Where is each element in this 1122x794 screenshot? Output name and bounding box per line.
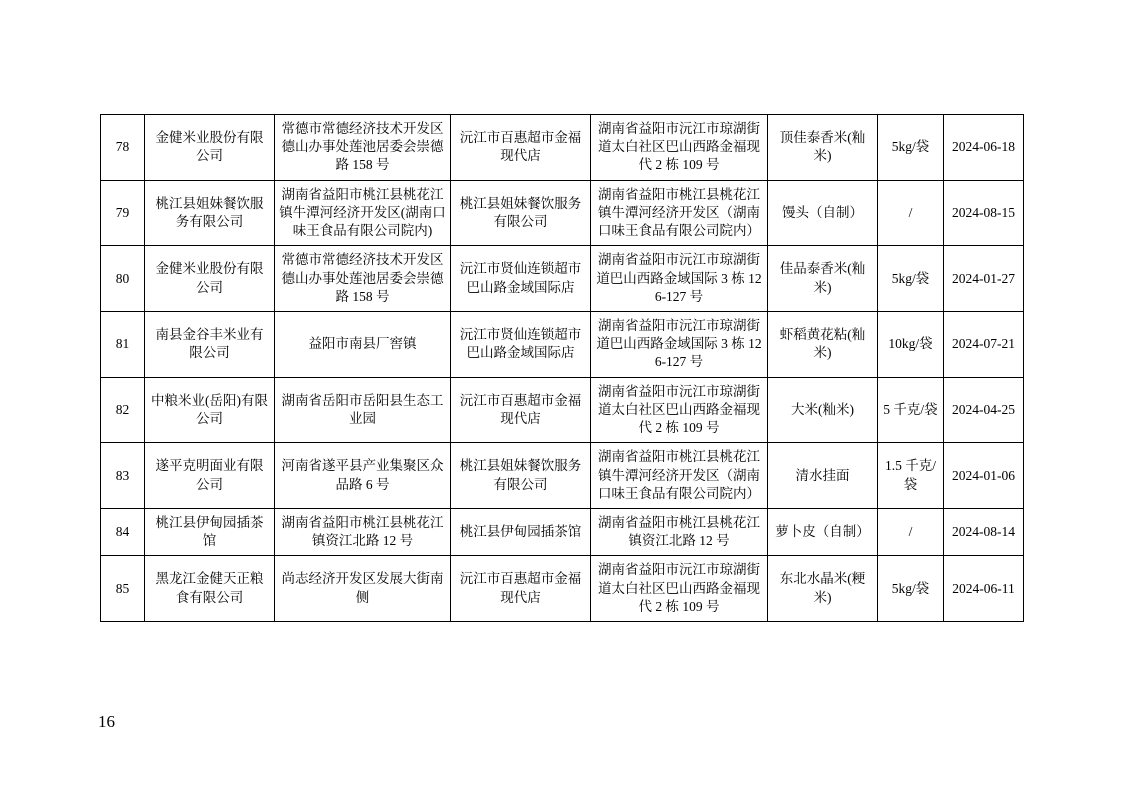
cell-producer-address: 常德市常德经济技术开发区德山办事处莲池居委会崇德路 158 号 [275,115,451,181]
cell-producer: 桃江县伊甸园插茶馆 [145,508,275,555]
cell-seller-address: 湖南省益阳市桃江县桃花江镇牛潭河经济开发区（湖南口味王食品有限公司院内） [591,180,768,246]
cell-producer: 南县金谷丰米业有限公司 [145,311,275,377]
cell-seller: 沅江市贤仙连锁超市巴山路金域国际店 [451,311,591,377]
cell-spec: 5kg/袋 [878,556,944,622]
cell-date: 2024-01-06 [944,443,1024,509]
cell-seller-address: 湖南省益阳市沅江市琼湖街道巴山西路金域国际 3 栋 126-127 号 [591,246,768,312]
cell-seller: 沅江市百惠超市金福现代店 [451,556,591,622]
cell-product: 馒头（自制） [768,180,878,246]
cell-producer-address: 尚志经济开发区发展大街南侧 [275,556,451,622]
cell-spec: 5kg/袋 [878,115,944,181]
cell-date: 2024-01-27 [944,246,1024,312]
cell-index: 80 [101,246,145,312]
cell-date: 2024-06-18 [944,115,1024,181]
cell-index: 78 [101,115,145,181]
table-row [101,443,1024,509]
cell-product: 萝卜皮（自制） [768,508,878,555]
cell-spec: 10kg/袋 [878,311,944,377]
cell-date: 2024-08-14 [944,508,1024,555]
table-row [101,508,1024,555]
table-row [101,311,1024,377]
cell-spec: / [878,508,944,555]
cell-index: 79 [101,180,145,246]
cell-producer: 黑龙江金健天正粮食有限公司 [145,556,275,622]
table-row [101,556,1024,622]
cell-date: 2024-07-21 [944,311,1024,377]
cell-spec: / [878,180,944,246]
cell-spec: 5kg/袋 [878,246,944,312]
cell-producer-address: 湖南省岳阳市岳阳县生态工业园 [275,377,451,443]
cell-index: 81 [101,311,145,377]
cell-index: 85 [101,556,145,622]
cell-producer: 金健米业股份有限公司 [145,246,275,312]
cell-product: 顶佳泰香米(籼米) [768,115,878,181]
cell-producer-address: 河南省遂平县产业集聚区众品路 6 号 [275,443,451,509]
page-number: 16 [98,712,115,731]
cell-producer: 中粮米业(岳阳)有限公司 [145,377,275,443]
inspection-table-container [100,114,1023,622]
cell-seller-address: 湖南省益阳市桃江县桃花江镇资江北路 12 号 [591,508,768,555]
cell-product: 清水挂面 [768,443,878,509]
cell-date: 2024-06-11 [944,556,1024,622]
cell-producer-address: 湖南省益阳市桃江县桃花江镇资江北路 12 号 [275,508,451,555]
cell-product: 大米(籼米) [768,377,878,443]
cell-seller: 沅江市百惠超市金福现代店 [451,377,591,443]
cell-seller: 沅江市百惠超市金福现代店 [451,115,591,181]
cell-seller-address: 湖南省益阳市沅江市琼湖街道太白社区巴山西路金福现代 2 栋 109 号 [591,377,768,443]
cell-seller-address: 湖南省益阳市沅江市琼湖街道太白社区巴山西路金福现代 2 栋 109 号 [591,556,768,622]
cell-seller-address: 湖南省益阳市沅江市琼湖街道太白社区巴山西路金福现代 2 栋 109 号 [591,115,768,181]
table-row [101,246,1024,312]
cell-producer: 桃江县姐妹餐饮服务有限公司 [145,180,275,246]
cell-producer: 金健米业股份有限公司 [145,115,275,181]
cell-producer: 遂平克明面业有限公司 [145,443,275,509]
cell-index: 82 [101,377,145,443]
cell-seller-address: 湖南省益阳市桃江县桃花江镇牛潭河经济开发区（湖南口味王食品有限公司院内） [591,443,768,509]
cell-spec: 1.5 千克/袋 [878,443,944,509]
cell-index: 83 [101,443,145,509]
cell-product: 虾稻黄花粘(籼米) [768,311,878,377]
cell-seller-address: 湖南省益阳市沅江市琼湖街道巴山西路金域国际 3 栋 126-127 号 [591,311,768,377]
cell-product: 佳品泰香米(籼米) [768,246,878,312]
cell-producer-address: 益阳市南县厂窖镇 [275,311,451,377]
table-row [101,180,1024,246]
cell-date: 2024-04-25 [944,377,1024,443]
cell-seller: 沅江市贤仙连锁超市巴山路金域国际店 [451,246,591,312]
table-row [101,377,1024,443]
cell-spec: 5 千克/袋 [878,377,944,443]
cell-product: 东北水晶米(粳米) [768,556,878,622]
cell-seller: 桃江县姐妹餐饮服务有限公司 [451,443,591,509]
cell-date: 2024-08-15 [944,180,1024,246]
table-row [101,115,1024,181]
cell-index: 84 [101,508,145,555]
cell-seller: 桃江县伊甸园插茶馆 [451,508,591,555]
cell-producer-address: 湖南省益阳市桃江县桃花江镇牛潭河经济开发区(湖南口味王食品有限公司院内) [275,180,451,246]
cell-seller: 桃江县姐妹餐饮服务有限公司 [451,180,591,246]
inspection-table [100,114,1024,622]
cell-producer-address: 常德市常德经济技术开发区德山办事处莲池居委会崇德路 158 号 [275,246,451,312]
